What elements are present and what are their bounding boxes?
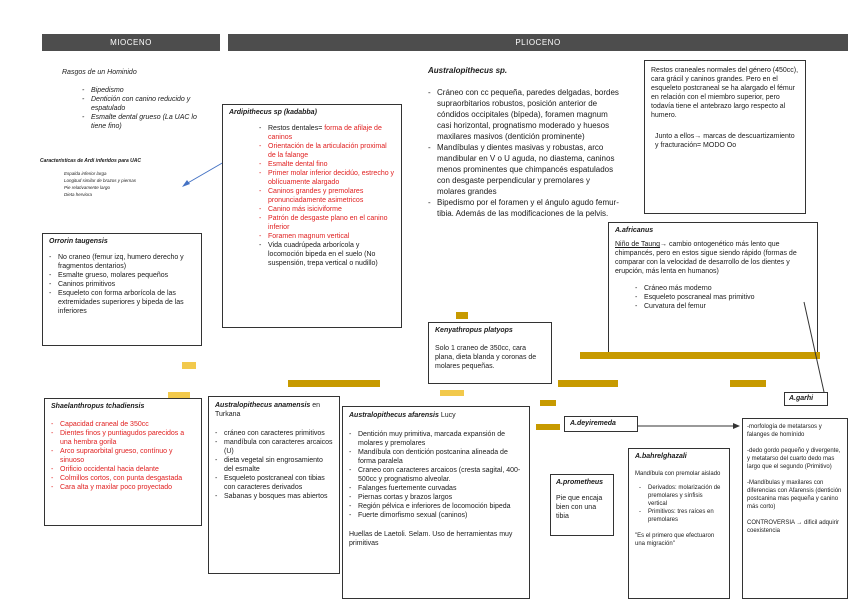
anamensis-title-line: Australopithecus anamensis en Turkana [215,402,321,418]
africanus-item: - Cráneo más moderno [635,284,811,293]
bahrelghazali-item: - Primitivos: tres raíces en premolares [639,508,723,524]
deyiremeda-title: A.deyiremeda [570,420,616,427]
anamensis-item: - cráneo con caracteres primitivos [215,429,333,438]
ardi-trait-item: Dieta herviora [64,192,93,197]
africanus-intro: Niño de Taung→ cambio ontogenético más lento que chimpancés, pero en estos sigue siendo rápido (formas de comparar con la velocidad de desarrollo de los dientes y erupción, más lenta en humanos) [615,241,797,275]
timeline-bar [456,312,468,319]
timeline-bar [558,380,618,387]
afarensis-item: - Mandíbula con dentición postcanina alineada de forma paralela [349,448,523,466]
ardipithecus-item: - Esmalte dental fino [259,160,395,169]
afarensis-item: - Piernas cortas y brazos largos [349,493,523,502]
sahelanthropus-item: - Cara alta y maxilar poco proyectado [51,483,195,492]
ardipithecus-item: - Primer molar inferior decidúo, estrecho y oblícuamente alargado [259,169,395,187]
africanus-item: - Esqueleto poscraneal mas primitivo [635,293,811,302]
ardipithecus-box [222,104,402,328]
afarensis-item: - Craneo con caracteres arcaicos (cresta sagital, 400-500cc y prognatismo alveolar. [349,466,523,484]
hominid-traits [62,68,212,131]
afarensis-title: Australopithecus afarensis [349,412,439,419]
hominid-trait-item: - Bipedismo [82,86,212,95]
timeline-bar [540,400,556,406]
anamensis-item: - mandíbula con caracteres arcaicos (U) [215,438,333,456]
kenyanthropus-box [428,322,552,384]
bahrelghazali-item: - Derivados: molarización de premolares y sínfisis vertical [639,484,723,508]
timeline-bar [288,380,380,387]
pliocene-label: PLIOCENO [515,38,561,47]
garhi-trait: -morfología de metatarsos y falanges de homínido [747,424,822,438]
ardipithecus-item: - Patrón de desgaste plano en el canino inferior [259,214,395,232]
garhi-trait: -dedo gordo pequeño y divergente, y metatarso del cuarto dedo mas largo que el segundo (Primitivo) [747,448,841,470]
genus-note-text: Restos craneales normales del género (450cc), cara grácil y caninos grandes. Pero en el esqueleto postcraneal se ha alargado el fémur en relación con el miembro superior, pero todavía tiene el antebrazo largo respecto al humero. [651,67,799,119]
taung-child-link: Niño de Taung [615,241,661,248]
ardi-trait-item: Espalda inferior larga [64,171,107,176]
afarensis-item: - Falanges fuertemente curvadas [349,484,523,493]
sahelanthropus-item: - Orificio occidental hacia delante [51,465,195,474]
orrorin-box [42,233,202,346]
prometheus-title: A.prometheus [556,479,604,486]
ardipithecus-item: - Orientación de la articulación proximal de la falange [259,142,395,160]
timeline-bar [580,352,820,359]
ardi-traits-title: Características de Ardi inferidos para UAC [40,158,141,164]
garhi-title: A.garhi [789,395,814,402]
kenyanthropus-text: Solo 1 craneo de 350cc, cara plana, dieta blanda y coronas de molares pequeñas. [435,345,537,370]
afarensis-item: - Fuerte dimorfismo sexual (caninos) [349,511,523,520]
arrow-to-garhi-traits [638,420,742,432]
afarensis-box [342,406,530,599]
ardipithecus-item: - Foramen magnum vertical [259,232,395,241]
arrow-to-ardi-traits [180,160,226,190]
afarensis-item: - Dentición muy primitiva, marcada expansión de molares y premolares [349,430,523,448]
timeline-bar [536,424,560,430]
orrorin-item: - No craneo (femur izq, humero derecho y fragmentos dentarios) [49,253,195,271]
orrorin-item: - Esmalte grueso, molares pequeños [49,271,195,280]
pliocene-band [228,34,848,51]
garhi-trait: -Mandíbulas y maxilares con diferencias con Afarensis (dentición postcanina mas pequeña y canino más corto) [747,480,842,510]
hominid-trait-item: - Dentición con canino reducido y espatulado [82,95,212,113]
timeline-bar [730,380,766,387]
anamensis-item: - Sabanas y bosques mas abiertos [215,492,333,501]
miocene-band [42,34,220,51]
australopithecus-sp-title: Australopithecus sp. [428,66,508,75]
anamensis-title: Australopithecus anamensis [215,402,311,409]
africanus-box [608,222,818,356]
sahelanthropus-item: - Dientes finos y puntiagudos parecidos a una hembra gorila [51,429,195,447]
anamensis-item: - dieta vegetal sin engrosamiento del esmalte [215,456,333,474]
sahelanthropus-box [44,398,202,526]
sahelanthropus-title: Shaelanthropus tchadiensis [51,403,145,410]
africanus-item: - Curvatura del femur [635,302,811,311]
anamensis-box [208,396,340,574]
afarensis-item: - Región pélvica e inferiores de locomoción bipeda [349,502,523,511]
sahelanthropus-item: - Colmillos cortos, con punta desgastada [51,474,195,483]
genus-note-tools: Junto a ellos→ marcas de descuartizamiento y fracturación= MODO Oo [655,133,795,149]
australopithecus-sp-item: - Cráneo con cc pequeña, paredes delgadas, bordes supraorbitarios robustos, posición anterior de cóndidos occipitales (bípeda), foramen magnum casi horizontal, prognatismo moderado y huesos maxilares masivos (dentición prominente) [428,87,620,142]
bahrelghazali-quote: "Es el primero que efectuaron una migración" [635,533,715,547]
sahelanthropus-item: - Arco supraorbital grueso, contínuo y sinuoso [51,447,195,465]
ardi-traits [40,158,200,198]
anamensis-item: - Esqueleto postcraneal con tibias con caracteres derivados [215,474,333,492]
garhi-label-box [784,392,828,406]
australopithecus-sp-item: - Mandíbulas y dientes masivas y robustas, arco mandibular en V o U aguda, no diastema, caninos menos prominentes que chimpancés espatulados con desgaste perpendicular y premolares y molares grandes [428,142,620,197]
orrorin-title: Orrorin taugensis [49,238,108,245]
bahrelghazali-intro: Mandíbula con premolar aislado [635,471,721,477]
sahelanthropus-item: - Capacidad craneal de 350cc [51,420,195,429]
afarensis-title-line: Australopithecus afarensis Lucy [349,412,456,419]
timeline-bar [182,362,196,369]
afarensis-footer: Huellas de Laetoli. Selam. Uso de herramientas muy primitivas [349,531,513,547]
miocene-label: MIOCENO [110,38,152,47]
garhi-controversy: CONTROVERSIA → dificil adquirir coexistencia [747,520,840,534]
deyiremeda-box [564,416,638,432]
kenyanthropus-title: Kenyathropus platyops [435,327,513,334]
orrorin-item: - Esqueleto con forma arborícola de las extremidades superiores y bipeda de las inferiores [49,289,195,316]
australopithecus-sp-item: - Bipedismo por el foramen y el ángulo agudo femur-tibia. Además de las modificaciones de la pelvis. [428,197,620,219]
ardipithecus-item: - Vida cuadrúpeda arborícola y locomoción bipeda en el suelo (No suspensión, trepa vertical o nudillo) [259,241,395,268]
bahrelghazali-box [628,448,730,599]
africanus-garhi-connector [800,300,830,395]
hominid-trait-item: - Esmalte dental grueso (La UAC lo tiene fino) [82,113,212,131]
australopithecus-sp [428,66,620,219]
orrorin-item: - Caninos primitivos [49,280,195,289]
garhi-traits-box [742,418,848,599]
ardipithecus-item: - Caninos grandes y premolares pronunciadamente asimetricos [259,187,395,205]
ardi-trait-item: Longitud similar de brazos y piernas [64,178,137,183]
ardipithecus-title: Ardipithecus sp (kadabba) [229,109,317,116]
ardipithecus-item: - Canino más isiciviforme [259,205,395,214]
genus-note-box [644,60,806,214]
bahrelghazali-title: A.bahrelghazali [635,453,687,460]
timeline-bar [440,390,464,396]
prometheus-box [550,474,614,536]
prometheus-text: Pie que encaja bien con una tibia [556,495,603,520]
africanus-title: A.africanus [615,227,654,234]
ardipithecus-item: - Restos dentales= forma de afilaje de caninos [259,124,395,142]
hominid-traits-title: Rasgos de un Hominido [62,69,137,76]
ardi-trait-item: Pie relativamente largo [64,185,111,190]
